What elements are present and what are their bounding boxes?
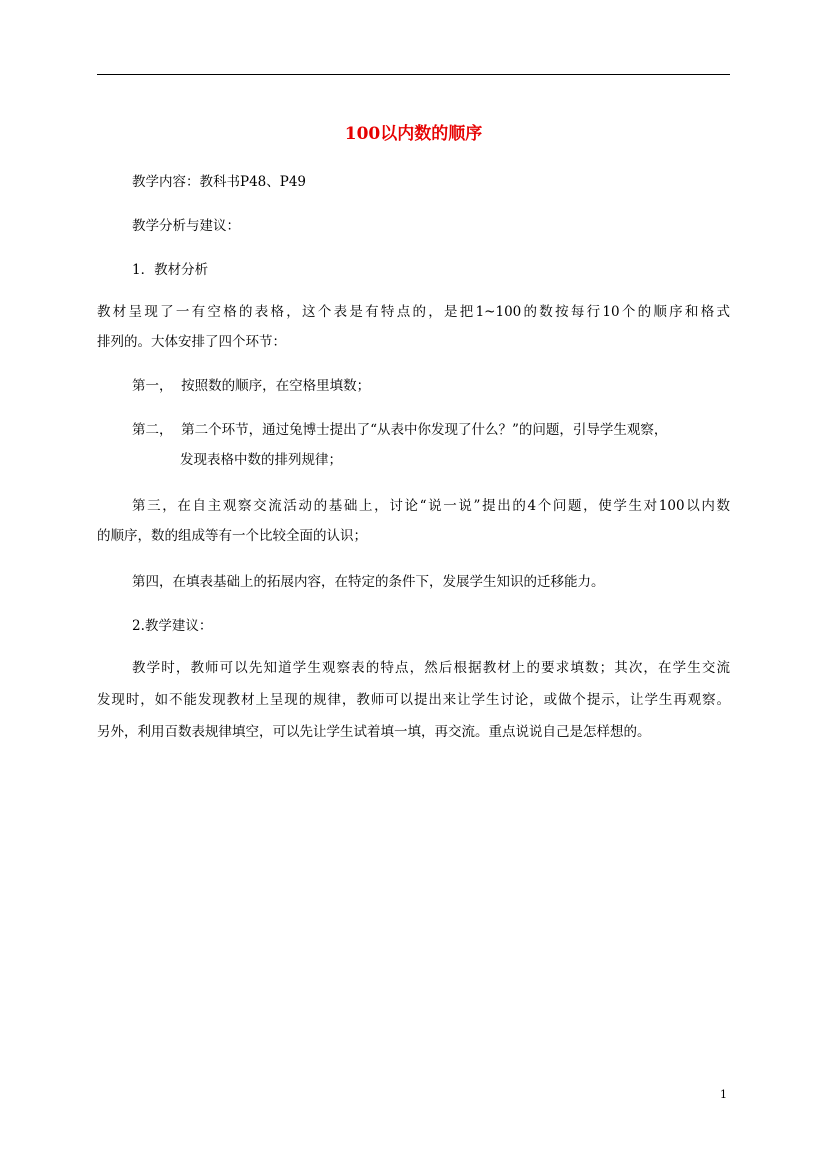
- step-three-line-2: 的顺序，数的组成等有一个比较全面的认识；: [97, 528, 367, 544]
- section1-paragraph-line-2: 排列的。大体安排了四个环节：: [97, 334, 286, 350]
- section2-paragraph-line-2: 发现时，如不能发现教材上呈现的规律，教师可以提出来让学生讨论，或做个提示，让学生再观察。: [97, 692, 730, 708]
- step-one: 第一， 按照数的顺序，在空格里填数；: [132, 378, 371, 394]
- page-title: 100以内数的顺序: [344, 124, 483, 144]
- section2-heading: 2.教学建议：: [132, 618, 213, 634]
- step-two-line-2: 发现表格中数的排列规律；: [180, 452, 342, 468]
- step-two-line-1: 第二， 第二个环节，通过兔博士提出了“从表中你发现了什么？”的问题，引导学生观察，: [132, 422, 668, 438]
- section2-paragraph-line-1: 教学时，教师可以先知道学生观察表的特点，然后根据教材上的要求填数；其次，在学生交流: [132, 660, 730, 676]
- header-rule: [97, 74, 730, 75]
- section1-paragraph-line-1: 教材呈现了一有空格的表格，这个表是有特点的，是把1~100的数按每行10个的顺序和格式: [97, 304, 730, 320]
- section1-heading: 1．教材分析: [132, 262, 209, 278]
- section2-paragraph-line-3: 另外，利用百数表规律填空，可以先让学生试着填一填，再交流。重点说说自己是怎样想的。: [97, 724, 651, 740]
- page-number: 1: [720, 1088, 727, 1101]
- content-line: 教学内容：教科书P48、P49: [132, 174, 307, 190]
- analysis-heading: 教学分析与建议：: [132, 218, 240, 234]
- step-four: 第四，在填表基础上的拓展内容，在特定的条件下，发展学生知识的迁移能力。: [132, 574, 605, 590]
- step-three-line-1: 第三，在自主观察交流活动的基础上，讨论“说一说”提出的4个问题，使学生对100以内数: [132, 498, 730, 514]
